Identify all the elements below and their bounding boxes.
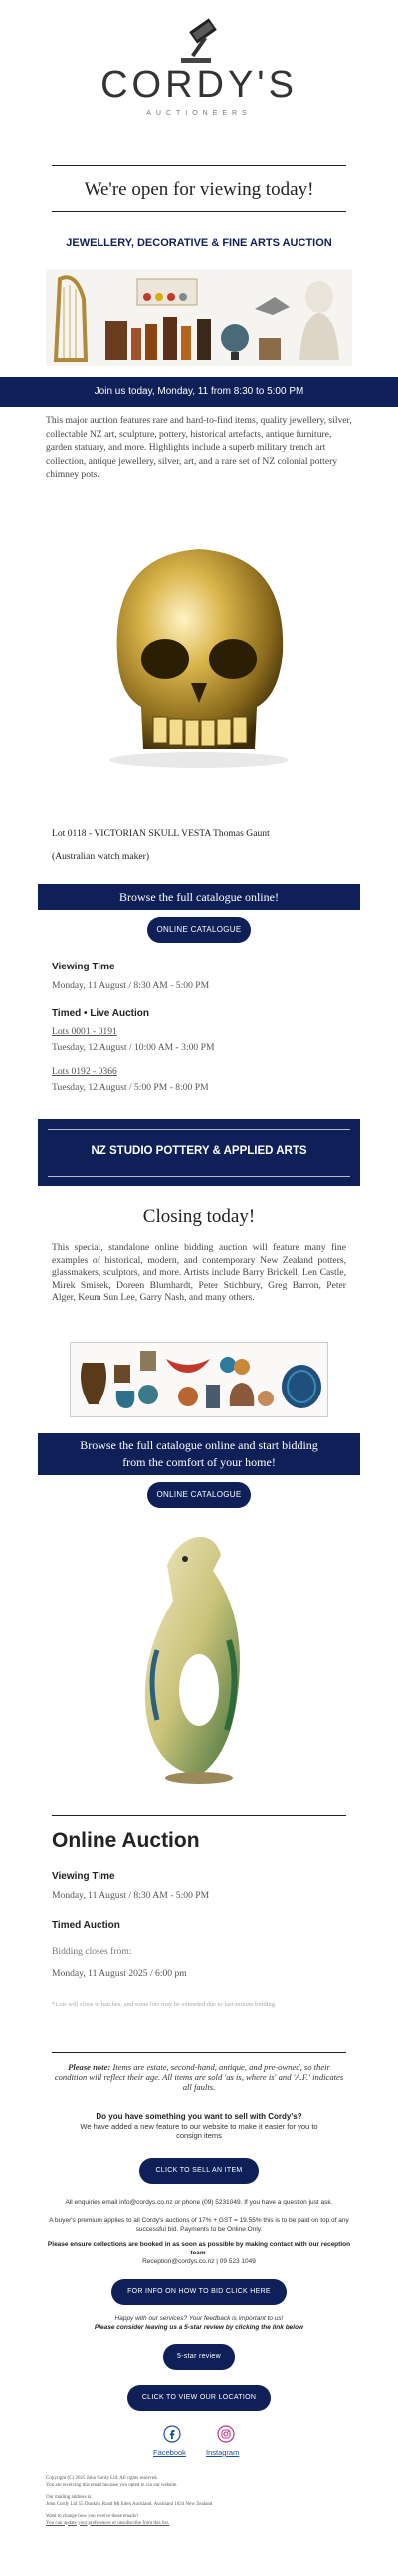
online-catalogue-button[interactable]: ONLINE CATALOGUE <box>147 917 251 943</box>
how-to-bid-button[interactable]: FOR INFO ON HOW TO BID CLICK HERE <box>111 2279 287 2305</box>
banner-line <box>48 1129 350 1130</box>
review-prompt: Please consider leaving us a 5-star review by clicking the link below <box>94 2324 304 2331</box>
copyright-text: Copyright (C) 2025 John Cordy Ltd. All rights reserved. <box>46 2476 158 2481</box>
section-title-pottery: NZ STUDIO POTTERY & APPLIED ARTS <box>91 1145 307 1157</box>
bidding-banner-line1: Browse the full catalogue online and start bidding <box>80 1438 318 1452</box>
logo-text: CORDY'S <box>100 64 298 106</box>
instagram-icon[interactable] <box>217 2425 235 2443</box>
lots-link-1[interactable]: Lots 0001 - 0191 <box>52 1026 117 1037</box>
lots-link-2[interactable]: Lots 0192 - 0366 <box>52 1066 117 1077</box>
instagram-link[interactable]: Instagram <box>206 2448 240 2457</box>
bidding-banner-line2: from the comfort of your home! <box>122 1455 276 1469</box>
optin-text: You are receiving this email because you opted in via our website. <box>46 2482 178 2488</box>
collections-text: Please ensure collections are booked in as soon as possible by making contact with our reception team. <box>47 2241 351 2256</box>
section1-description: This major auction features rare and hard-to-find items, quality jewellery, silver, collectable NZ art, sculpture, pottery, historical artefacts, antique furniture, garden statuary, and more. Highlights include a superb military trench art collection, antique jewellery, silver, art, and a rare set of NZ colonial pottery chimney pots. <box>46 415 352 480</box>
pottery-title-banner <box>38 1119 360 1186</box>
online-auction-heading: Online Auction <box>52 1829 200 1852</box>
lots-date-2: Tuesday, 12 August / 5:00 PM - 8:00 PM <box>52 1082 209 1093</box>
divider <box>52 165 346 166</box>
divider <box>52 211 346 212</box>
viewing-time-text-2: Monday, 11 August / 8:30 AM - 5:00 PM <box>52 1890 210 1901</box>
timed-live-heading: Timed • Live Auction <box>52 1008 149 1019</box>
feedback-text: Happy with our services? Your feedback is important to us! <box>114 2315 284 2322</box>
join-banner: Join us today, Monday, 11 from 8:30 to 5:00 PM <box>0 377 398 407</box>
banner-line <box>48 1176 350 1177</box>
unsubscribe-link[interactable]: You can update your preferences or unsubscribe from this list. <box>46 2520 170 2526</box>
please-note-label: Please note: <box>68 2062 111 2072</box>
timed-auction-heading: Timed Auction <box>52 1920 120 1931</box>
lot-caption-line2: (Australian watch maker) <box>52 851 150 862</box>
lot-caption-line1: Lot 0118 - VICTORIAN SKULL VESTA Thomas Gaunt <box>52 828 270 839</box>
buyers-premium-text: A buyer's premium applies to all Cordy's auctions of 17% + GST = 19.55% this is to be paid on top of any successful bid. Payments to be Online Only. <box>49 2217 349 2233</box>
divider <box>52 1815 346 1816</box>
header <box>0 18 398 127</box>
address-label: Our mailing address is: <box>46 2495 93 2500</box>
viewing-time-text: Monday, 11 August / 8:30 AM - 5:00 PM <box>52 980 210 991</box>
gavel-logo-icon <box>171 18 227 68</box>
mailing-address: John Cordy Ltd 55 Dunkirk Road Mt Eden Auckland, Auckland 1024 New Zealand <box>46 2501 213 2507</box>
online-catalogue-button-2[interactable]: ONLINE CATALOGUE <box>147 1482 251 1508</box>
skull-vesta-image <box>88 536 310 772</box>
five-star-review-button[interactable]: 5-star review <box>163 2344 235 2370</box>
closing-heading: Closing today! <box>142 1206 256 1227</box>
section-title-jewellery: JEWELLERY, DECORATIVE & FINE ARTS AUCTION <box>66 237 332 249</box>
sell-heading: Do you have something you want to sell with Cordy's? <box>96 2112 302 2121</box>
enquiries-text: All enquiries email info@cordys.co.nz or phone (09) 5231049. If you have a question just ask. <box>65 2199 333 2206</box>
view-location-button[interactable]: CLICK TO VIEW OUR LOCATION <box>127 2385 271 2411</box>
viewing-time-heading-2: Viewing Time <box>52 1871 115 1882</box>
batch-close-note: *Lots will close in batches, and some lots may be extended due to last-minute bidding. <box>52 2001 277 2008</box>
please-note-text: Items are estate, second-hand, antique, and pre-owned, so their condition will reflect their age. All items are sold 'as is, where is' and 'A.F.' indicates all faults. <box>54 2062 344 2092</box>
viewing-time-heading: Viewing Time <box>52 962 115 972</box>
facebook-icon[interactable] <box>163 2425 181 2443</box>
closing-date-text: Monday, 11 August 2025 / 6:00 pm <box>52 1968 187 1979</box>
fish-jug-image <box>117 1531 281 1788</box>
lots-date-1: Tuesday, 12 August / 10:00 AM - 3:00 PM <box>52 1042 215 1053</box>
please-note-block <box>52 2062 346 2092</box>
reception-contact: Reception@cordys.co.nz | 09 523 1049 <box>142 2258 256 2265</box>
change-prompt: Want to change how you receive these emails? <box>46 2514 139 2519</box>
logo-subtitle: AUCTIONEERS <box>146 110 252 117</box>
legal-footer <box>46 2476 235 2527</box>
divider <box>52 2052 346 2053</box>
bidding-closes-label: Bidding closes from: <box>52 1946 132 1957</box>
facebook-link[interactable]: Facebook <box>153 2448 186 2457</box>
browse-catalogue-banner: Browse the full catalogue online! <box>38 884 360 910</box>
section2-description: This special, standalone online bidding auction will feature many fine examples of historical, modern, and contemporary New Zealand potters, glassmakers, sculptors, and more. Artists include Barry Brickell, Len Castle, Mirek Smisek, Doreen Blumhardt, Peter Stichbury, Greg Barron, Peter Alger, Keum Sun Lee, Garry Nash, and many others. <box>52 1242 346 1304</box>
sell-item-button[interactable]: CLICK TO SELL AN ITEM <box>139 2158 259 2184</box>
pottery-collection-image <box>70 1342 328 1417</box>
open-heading: We're open for viewing today! <box>84 179 314 200</box>
sell-text: We have added a new feature to our website to make it easier for you to consign items <box>80 2122 318 2140</box>
bidding-banner <box>38 1433 360 1475</box>
auction-items-image <box>46 269 352 366</box>
